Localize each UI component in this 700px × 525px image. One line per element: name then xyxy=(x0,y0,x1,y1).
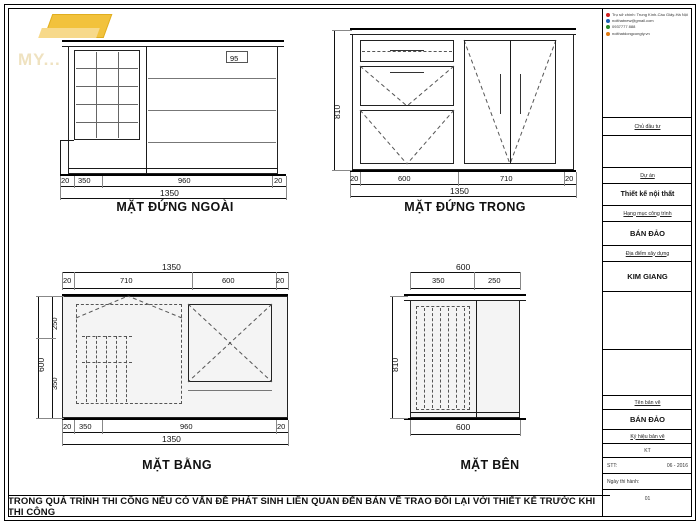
dimline-total xyxy=(60,198,286,199)
plan-left-zone xyxy=(76,304,182,404)
watermark-text: MY... xyxy=(18,50,61,69)
dim-seg-20a: 20 xyxy=(61,176,70,185)
right-door-divider xyxy=(510,40,511,164)
row-date xyxy=(603,474,692,490)
row-blank-2 xyxy=(603,350,692,396)
view-plan xyxy=(36,262,312,462)
dim-left-600: 600 xyxy=(36,357,46,372)
panel-slat-1 xyxy=(148,78,276,79)
view-front-outside: 95 20 350 960 20 1350 xyxy=(60,18,310,208)
dim-height-810: 810 xyxy=(332,104,342,119)
dim-seg-350: 350 xyxy=(79,422,92,431)
row-blank-1 xyxy=(603,292,692,350)
company-line-2: noithatnew@gmail.com xyxy=(612,18,654,24)
right-door-handle-1 xyxy=(500,74,501,114)
dim-seg-20a: 20 xyxy=(350,174,359,183)
floor-line xyxy=(404,418,526,420)
floor-line xyxy=(60,174,286,176)
panel-divider xyxy=(146,46,147,174)
row-label-project: Dự án xyxy=(603,168,692,184)
base-left-edge xyxy=(60,140,61,174)
right-door-handle-2 xyxy=(520,74,521,114)
plan-right-zone xyxy=(188,304,272,382)
plan-bottom-edge xyxy=(62,418,288,420)
glass-mullion-h3 xyxy=(76,104,138,105)
glass-mullion-v2 xyxy=(118,52,119,138)
panel-slat-3 xyxy=(148,142,276,143)
dimline-top-total xyxy=(62,272,288,273)
dim-seg-350: 350 xyxy=(78,176,91,185)
dim-seg-960: 960 xyxy=(180,422,193,431)
company-line-3: 0937777 888 xyxy=(612,24,636,30)
row-value-drawing: BÁN ĐẢO xyxy=(603,410,692,430)
side-top-edge xyxy=(404,294,526,296)
dim-total-1350: 1350 xyxy=(160,188,179,198)
dimline-top-seg xyxy=(62,288,288,289)
dim-seg-710: 710 xyxy=(120,276,133,285)
side-plinth xyxy=(410,412,520,413)
dimline-bottom xyxy=(60,186,286,187)
row-value-code: KT xyxy=(603,444,692,458)
dim-seg-600: 600 xyxy=(398,174,411,183)
dimline-total xyxy=(350,196,576,197)
dim-top-600: 600 xyxy=(456,262,471,272)
plan-right-line xyxy=(188,390,272,391)
dimline-top-total xyxy=(410,272,520,273)
plinth-line xyxy=(68,168,278,169)
dim-seg-600: 600 xyxy=(222,276,235,285)
dimline-top-seg xyxy=(410,288,520,289)
row-stt xyxy=(603,458,692,474)
dim-bottom-total-1350: 1350 xyxy=(162,434,181,444)
company-info xyxy=(603,8,692,118)
row-label-category: Hạng mục công trình xyxy=(603,206,692,222)
glass-mullion-v1 xyxy=(96,52,97,138)
dim-seg-20b: 20 xyxy=(277,422,286,431)
dim-height-810: 810 xyxy=(390,357,400,372)
view-side xyxy=(390,262,590,462)
dimline-bottom xyxy=(410,434,520,435)
sheet-number: 01 xyxy=(644,496,651,502)
glass-door-frame xyxy=(74,50,140,140)
row-label-code: Ký hiệu bản vẽ xyxy=(603,430,692,444)
dim-seg-960: 960 xyxy=(178,176,191,185)
dim-seg-20a: 20 xyxy=(63,276,72,285)
row-value-location: KIM GIANG xyxy=(603,262,692,292)
glass-mullion-h2 xyxy=(76,86,138,87)
dim-bottom-600: 600 xyxy=(456,422,471,432)
row-sheet-no xyxy=(603,490,692,508)
row-value-project: Thiết kế nội thất xyxy=(603,184,692,206)
glass-mullion-h1 xyxy=(76,68,138,69)
caption-plan: MẶT BẰNG xyxy=(142,458,212,472)
countertop-line xyxy=(62,40,284,42)
row-label-drawing: Tên bản vẽ xyxy=(603,396,692,410)
dimline-bottom xyxy=(350,184,576,185)
caption-front-outside: MẶT ĐỨNG NGOÀI xyxy=(116,200,234,214)
dimline-bottom-total xyxy=(62,444,288,445)
glass-mullion-h4 xyxy=(76,122,138,123)
dim-seg-20a: 20 xyxy=(63,422,72,431)
stt-label: STT: xyxy=(607,462,618,469)
company-line-4: noithatdongcongty.vn xyxy=(612,30,650,36)
footer-note xyxy=(8,495,610,517)
caption-front-inside: MẶT ĐỨNG TRONG xyxy=(404,200,526,214)
dim-seg-350: 350 xyxy=(432,276,445,285)
caption-side: MẶT BÊN xyxy=(460,458,520,472)
panel-slat-2 xyxy=(148,110,276,111)
dimline-height xyxy=(334,30,335,170)
dim-top-total-1350: 1350 xyxy=(162,262,181,272)
dim-seg-20b: 20 xyxy=(274,176,283,185)
dim-seg-20b: 20 xyxy=(565,174,574,183)
date-label: Ngày thi hành: xyxy=(607,478,640,485)
dim-total-1350: 1350 xyxy=(450,186,469,196)
dim-seg-250: 250 xyxy=(488,276,501,285)
row-label-owner: Chủ đầu tư xyxy=(603,118,692,136)
base-left-top xyxy=(60,140,74,141)
side-divider xyxy=(476,300,477,418)
row-value-owner xyxy=(603,136,692,168)
floor-line xyxy=(350,170,576,172)
dim-seg-710: 710 xyxy=(500,174,513,183)
company-line-1: Trụ sở chính: Trung Kính-Cầu Giấy-Hà Nội xyxy=(612,12,688,17)
row-value-category: BÁN ĐẢO xyxy=(603,222,692,246)
row-label-location: Địa điểm xây dựng xyxy=(603,246,692,262)
stt-value: 06 - 2016 xyxy=(666,462,688,469)
dim-left-250: 250 xyxy=(50,317,59,330)
view-front-inside xyxy=(332,14,600,209)
dim-seg-20b: 20 xyxy=(276,276,285,285)
detail-95-box xyxy=(226,51,248,63)
dimline-bottom-seg xyxy=(62,432,288,433)
footer-note-text: TRONG QUÁ TRÌNH THI CÔNG NẾU CÓ VẤN ĐỀ PHÁT SINH LIÊN QUAN ĐẾN BẢN VẼ TRAO ĐỔI LẠI VỚI THIẾT KẾ TRƯỚC KHI THI CÔNG xyxy=(8,495,596,518)
title-block xyxy=(602,8,692,517)
dim-left-350: 350 xyxy=(50,377,59,390)
